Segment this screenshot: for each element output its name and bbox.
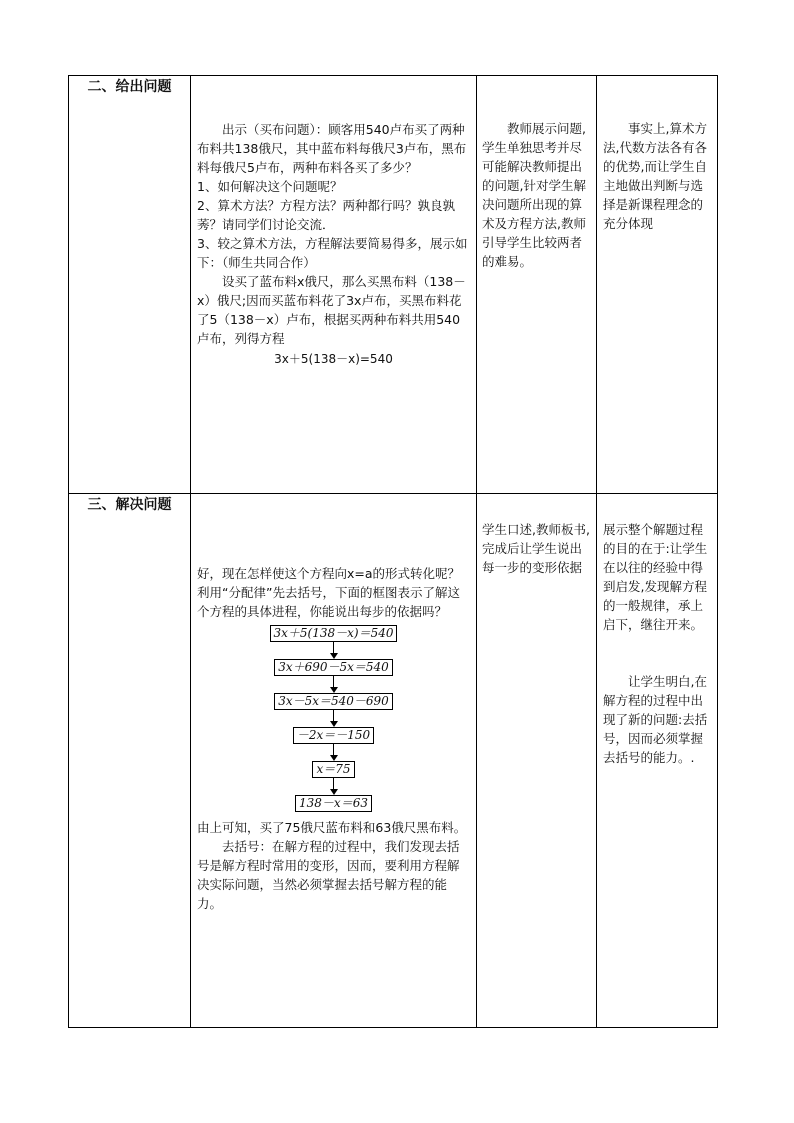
intent-cell <box>597 76 718 494</box>
flow-step: 138－x＝63 <box>295 795 372 812</box>
stage-cell <box>69 76 191 494</box>
activity-text: 学生口述,教师板书,完成后让学生说出每一步的变形依据 <box>482 522 590 575</box>
intent-text: 让学生明白,在解方程的过程中出现了新的问题:去括号，因而必须掌握去括号的能力。. <box>603 674 708 765</box>
content-cell <box>191 494 477 1028</box>
flow-step: 3x＋5(138－x)＝540 <box>270 625 398 642</box>
intent-text: 展示整个解题过程的目的在于:让学生在以往的经验中得到启发,发现解方程的一般规律，承上启下，继往开来。 <box>603 522 708 632</box>
equation: 3x＋5(138－x)=540 <box>274 352 393 366</box>
activity-cell <box>477 76 597 494</box>
content-paragraph: 1、如何解决这个问题呢？ <box>197 179 343 194</box>
content-paragraph: 好，现在怎样使这个方程向x=a的形式转化呢？利用“分配律”先去括号，下面的框图表示了解这个方程的具体进程，你能说出每步的依据吗？ <box>197 566 461 619</box>
stage-cell <box>69 494 191 1028</box>
content-paragraph: 2、算术方法？方程方法？两种都行吗？孰良孰莠？请同学们讨论交流． <box>197 198 455 232</box>
solution-flowchart <box>197 625 470 812</box>
activity-cell <box>477 494 597 1028</box>
down-arrow-icon <box>329 710 339 727</box>
down-arrow-icon <box>329 778 339 795</box>
lesson-plan-table <box>68 75 718 1028</box>
content-paragraph: 出示（买布问题）：顾客用540卢布买了两种布料共138俄尺，其中蓝布料每俄尺3卢布，黑布料每俄尺5卢布，两种布料各买了多少？ <box>197 122 467 175</box>
stage-title: 二、给出问题 <box>87 79 172 95</box>
activity-text: 教师展示问题,学生单独思考并尽可能解决教师提出的问题,针对学生解决问题所出现的算术及方程方法,教师引导学生比较两者的难易。 <box>482 121 586 269</box>
down-arrow-icon <box>329 744 339 761</box>
down-arrow-icon <box>329 676 339 693</box>
content-paragraph: 设买了蓝布料x俄尺，那么买黑布料（138－x）俄尺;因而买蓝布料花了3x卢布，买黑布料花了5（138－x）卢布，根据买两种布料共用540卢布，列得方程 <box>197 274 466 346</box>
intent-cell <box>597 494 718 1028</box>
content-paragraph: 去括号：在解方程的过程中，我们发现去括号是解方程时常用的变形，因而，要利用方程解决实际问题，当然必须掌握去括号解方程的能力。 <box>197 839 460 911</box>
flow-step: x＝75 <box>312 761 354 778</box>
content-paragraph: 3、较之算术方法，方程解法要简易得多，展示如下：（师生共同合作） <box>197 236 468 270</box>
flow-step: 3x－5x＝540－690 <box>274 693 393 710</box>
content-cell <box>191 76 477 494</box>
intent-text: 事实上,算术方法,代数方法各有各的优势,而让学生自主地做出判断与选择是新课程理念的充分体现 <box>603 121 707 231</box>
flow-step: 3x＋690－5x＝540 <box>274 659 393 676</box>
content-paragraph: 由上可知，买了75俄尺蓝布料和63俄尺黑布料。 <box>197 820 467 835</box>
table-row <box>69 76 718 494</box>
table-row <box>69 494 718 1028</box>
stage-title: 三、解决问题 <box>87 497 172 513</box>
down-arrow-icon <box>329 642 339 659</box>
flow-step: －2x＝－150 <box>293 727 374 744</box>
